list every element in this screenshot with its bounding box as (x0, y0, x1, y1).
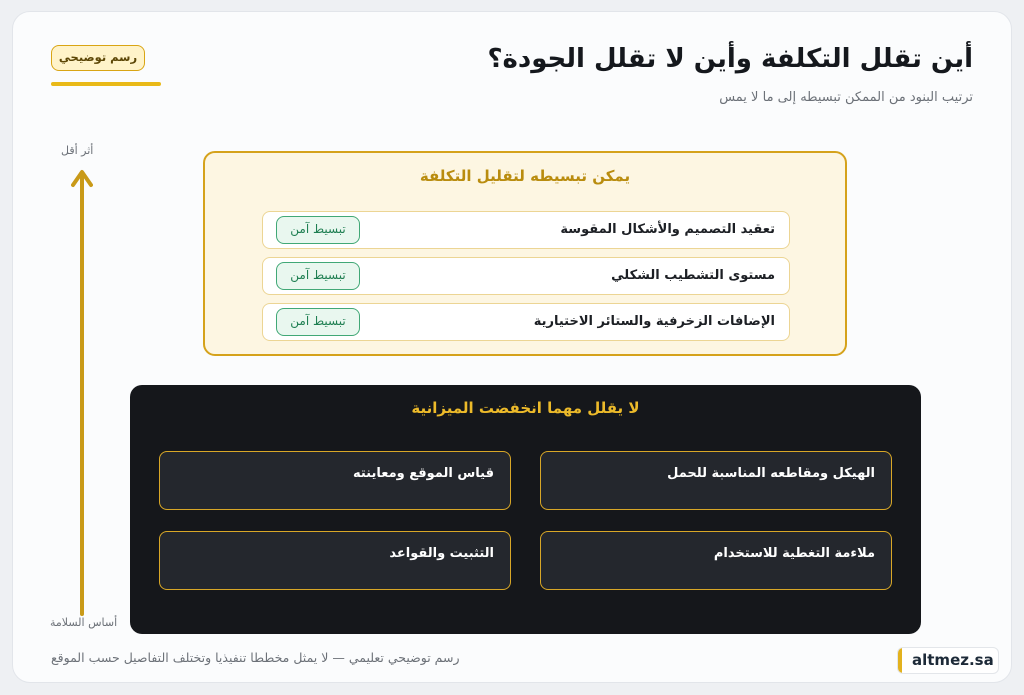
axis-top-label: أثر أقل (61, 144, 94, 157)
brand-text: altmez.sa (912, 651, 994, 669)
protected-item (159, 531, 511, 590)
illustration-badge: رسم توضيحي (51, 45, 145, 71)
safe-simplify-tag: تبسيط آمن (276, 308, 360, 336)
protected-item-label: الهيكل ومقاطعه المناسبة للحمل (667, 466, 875, 481)
page-title: أين تقلل التكلفة وأين لا تقلل الجودة؟ (487, 44, 973, 74)
protected-item-label: التثبيت والقواعد (389, 546, 494, 561)
simplifiable-item-label: الإضافات الزخرفية والستائر الاختيارية (533, 314, 775, 329)
protected-item (540, 451, 892, 510)
arrow-up-icon (71, 167, 93, 617)
simplifiable-item (262, 303, 790, 341)
brand-accent-bar (898, 648, 902, 673)
safe-simplify-tag: تبسيط آمن (276, 262, 360, 290)
simplifiable-item (262, 211, 790, 249)
simplifiable-item (262, 257, 790, 295)
infographic-card (12, 11, 1012, 683)
safe-simplify-tag: تبسيط آمن (276, 216, 360, 244)
disclaimer-note: رسم توضيحي تعليمي — لا يمثل مخططا تنفيذيا وتختلف التفاصيل حسب الموقع (51, 650, 460, 665)
simplifiable-item-label: تعقيد التصميم والأشكال المقوسة (560, 222, 775, 237)
badge-underline (51, 82, 161, 86)
protected-item-label: ملاءمة التغطية للاستخدام (713, 546, 875, 561)
protected-item-label: قياس الموقع ومعاينته (352, 466, 494, 481)
axis-bottom-label: أساس السلامة (50, 616, 118, 629)
brand-logo (897, 647, 999, 674)
protected-item (159, 451, 511, 510)
protected-zone-title: لا يقلل مهما انخفضت الميزانية (411, 399, 640, 417)
protected-item (540, 531, 892, 590)
simplifiable-zone (203, 151, 847, 356)
page-subtitle: ترتيب البنود من الممكن تبسيطه إلى ما لا يمس (719, 90, 973, 105)
simplifiable-item-label: مستوى التشطيب الشكلي (611, 268, 775, 283)
protected-zone (130, 385, 921, 634)
simplifiable-zone-title: يمكن تبسيطه لتقليل التكلفة (419, 167, 631, 185)
